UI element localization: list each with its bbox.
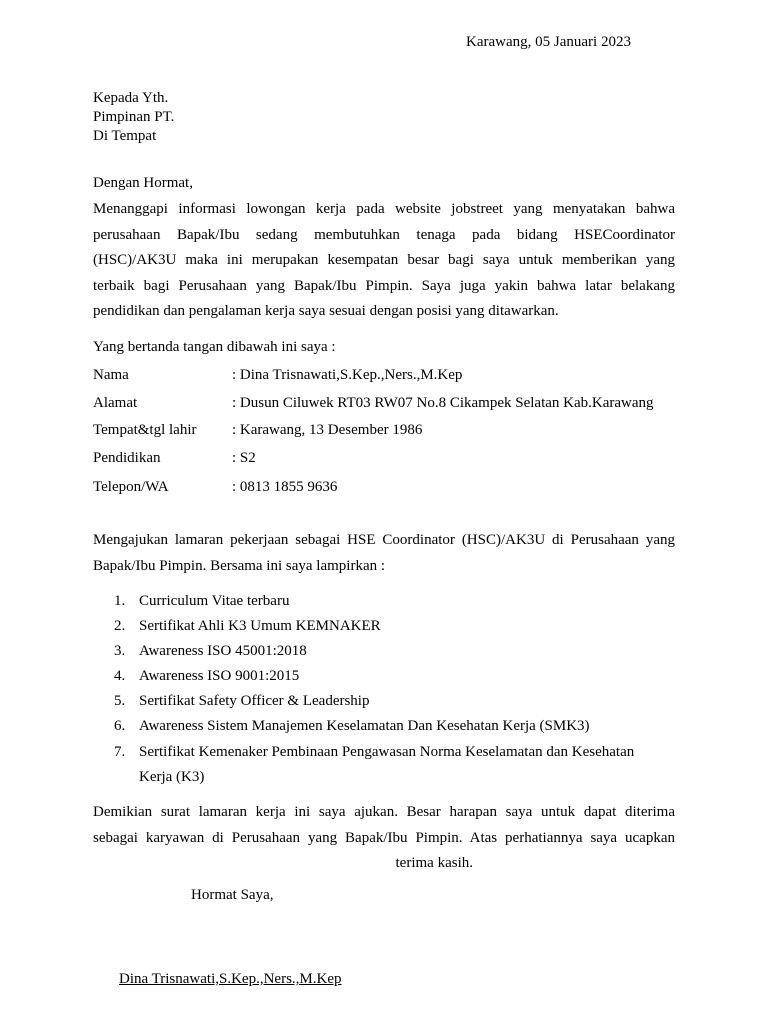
attachment-text: Sertifikat Safety Officer & Leadership <box>139 693 370 709</box>
attachment-number: 7. <box>114 744 126 760</box>
attachment-text: Kerja (K3) <box>139 769 205 785</box>
closing-line: sebagai karyawan di Perusahaan yang Bapak/Ibu Pimpin. Atas perhatiannya saya ucapkan <box>93 829 675 846</box>
attachment-text: Awareness ISO 9001:2015 <box>139 668 300 684</box>
identity-label: Telepon/WA <box>93 479 169 495</box>
attachment-number: 4. <box>114 668 126 684</box>
application-line: Bapak/Ibu Pimpin. Bersama ini saya lampirkan : <box>93 557 386 574</box>
intro-line: Menanggapi informasi lowongan kerja pada website jobstreet yang menyatakan bahwa <box>93 201 675 217</box>
application-paragraph <box>93 528 675 579</box>
closing-paragraph <box>93 800 675 877</box>
intro-line: perusahaan Bapak/Ibu sedang membutuhkan tenaga pada bidang HSECoordinator <box>93 226 675 243</box>
attachment-text: Sertifikat Ahli K3 Umum KEMNAKER <box>139 618 381 634</box>
identity-intro: Yang bertanda tangan dibawah ini saya : <box>93 339 336 355</box>
date-line: Karawang, 05 Januari 2023 <box>466 34 631 50</box>
identity-label: Pendidikan <box>93 450 161 466</box>
attachment-number: 1. <box>114 593 126 609</box>
attachment-text: Awareness ISO 45001:2018 <box>139 643 307 659</box>
attachment-text: Awareness Sistem Manajemen Keselamatan Dan Kesehatan Kerja (SMK3) <box>139 718 590 734</box>
closing-line: terima kasih. <box>395 855 473 871</box>
identity-label: Nama <box>93 367 129 383</box>
recipient-line-2: Pimpinan PT. <box>93 109 175 125</box>
application-line: Mengajukan lamaran pekerjaan sebagai HSE Coordinator (HSC)/AK3U di Perusahaan yang <box>93 532 675 548</box>
identity-value: : Dina Trisnawati,S.Kep.,Ners.,M.Kep <box>232 367 463 383</box>
attachment-number: 2. <box>114 618 126 634</box>
identity-label: Tempat&tgl lahir <box>93 422 197 438</box>
attachment-text: Sertifikat Kemenaker Pembinaan Pengawasan Norma Keselamatan dan Kesehatan <box>139 744 635 760</box>
identity-value: : S2 <box>232 450 256 466</box>
attachment-number: 5. <box>114 693 126 709</box>
recipient-line-3: Di Tempat <box>93 128 157 144</box>
signature-name: Dina Trisnawati,S.Kep.,Ners.,M.Kep <box>119 971 342 987</box>
intro-paragraph <box>93 197 675 325</box>
identity-label: Alamat <box>93 395 138 411</box>
attachment-text: Curriculum Vitae terbaru <box>139 593 290 609</box>
intro-line: pendidikan dan pengalaman kerja saya sesuai dengan posisi yang ditawarkan. <box>93 303 559 319</box>
greeting: Dengan Hormat, <box>93 175 193 191</box>
identity-value: : 0813 1855 9636 <box>232 479 338 495</box>
intro-line: (HSC)/AK3U maka ini merupakan kesempatan besar bagi saya untuk memberikan yang <box>93 252 675 268</box>
identity-value: : Karawang, 13 Desember 1986 <box>232 422 423 438</box>
intro-line: terbaik bagi Perusahaan yang Bapak/Ibu Pimpin. Saya juga yakin bahwa latar belakang <box>93 277 675 294</box>
identity-value: : Dusun Ciluwek RT03 RW07 No.8 Cikampek Selatan Kab.Karawang <box>232 395 654 411</box>
recipient-line-1: Kepada Yth. <box>93 90 169 106</box>
attachment-number: 6. <box>114 718 126 734</box>
sign-off: Hormat Saya, <box>191 887 274 903</box>
attachment-number: 3. <box>114 643 126 659</box>
closing-line: Demikian surat lamaran kerja ini saya ajukan. Besar harapan saya untuk dapat diterima <box>93 804 675 820</box>
